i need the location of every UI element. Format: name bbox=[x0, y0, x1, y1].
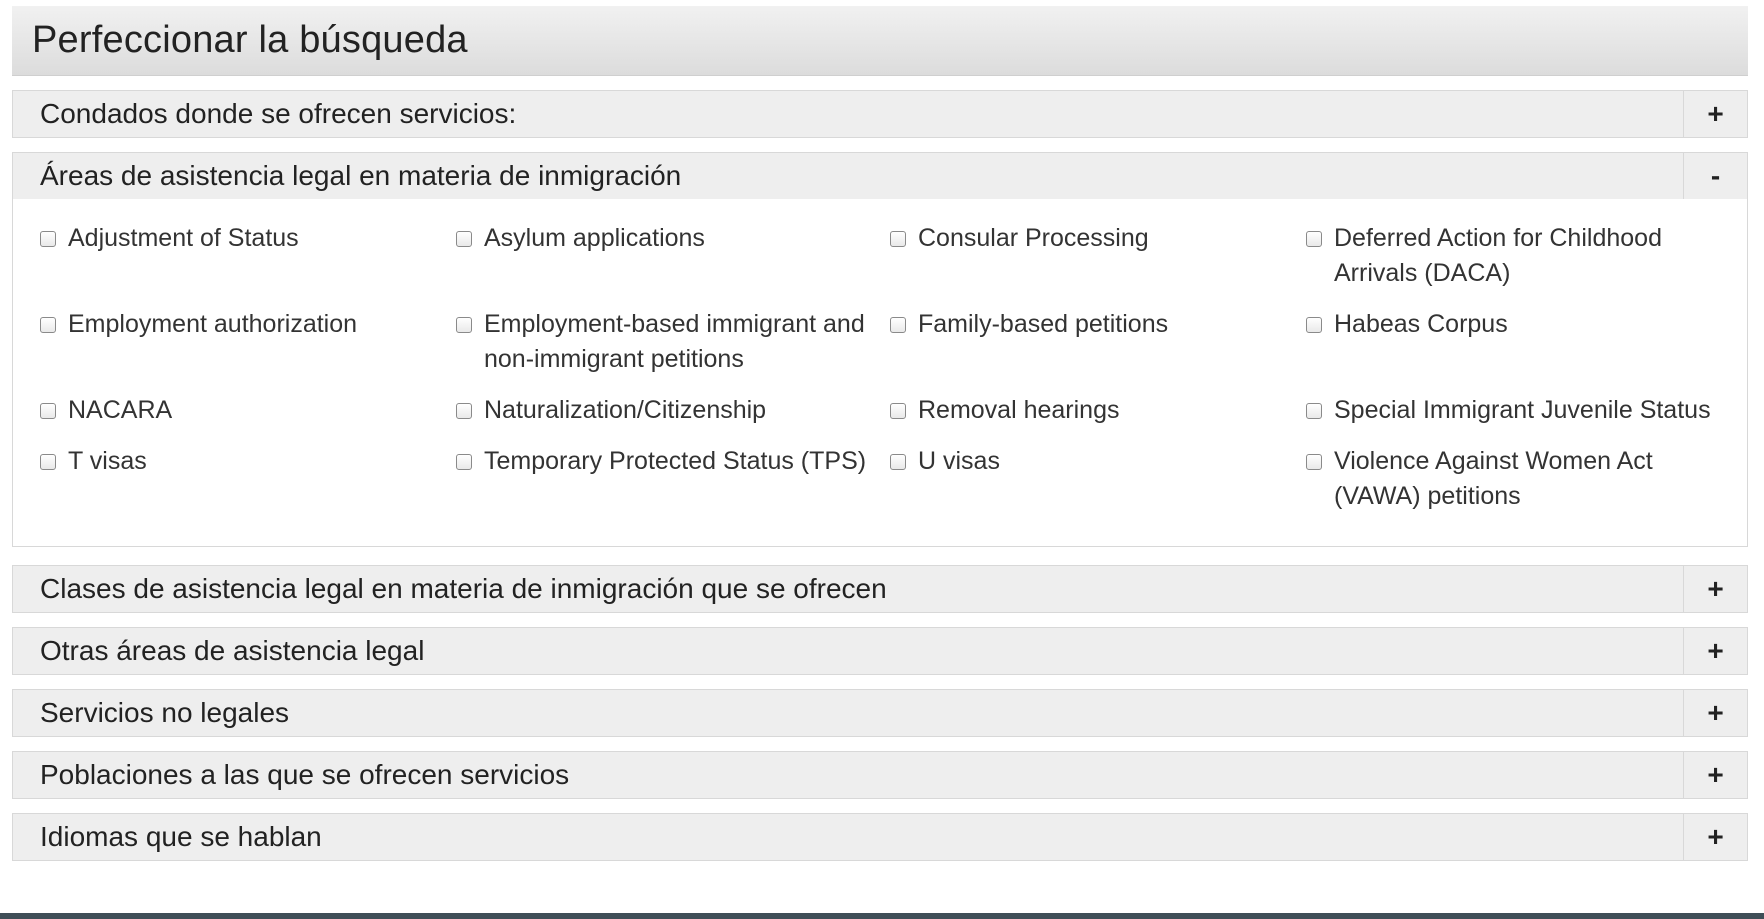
checkbox[interactable] bbox=[1306, 231, 1322, 247]
section-title: Servicios no legales bbox=[40, 697, 290, 728]
option-employment-authorization[interactable] bbox=[40, 307, 456, 377]
section-title: Condados donde se ofrecen servicios: bbox=[40, 98, 517, 129]
section-counties-header[interactable] bbox=[13, 91, 1747, 137]
option-label: Consular Processing bbox=[918, 224, 1149, 252]
option-naturalization-citizenship[interactable] bbox=[456, 393, 890, 428]
option-label: Employment authorization bbox=[68, 310, 358, 338]
option-u-visas[interactable] bbox=[890, 444, 1306, 514]
refine-search-header bbox=[12, 6, 1748, 76]
checkbox[interactable] bbox=[1306, 454, 1322, 470]
option-label: Violence Against Women Act (VAWA) petitions bbox=[1334, 447, 1653, 510]
option-t-visas[interactable] bbox=[40, 444, 456, 514]
section-immigration-areas-body bbox=[13, 199, 1747, 546]
option-employment-based-petitions[interactable] bbox=[456, 307, 890, 377]
expand-button[interactable]: + bbox=[1683, 628, 1747, 674]
section-languages-spoken bbox=[12, 813, 1748, 861]
checkbox[interactable] bbox=[40, 231, 56, 247]
section-populations-served-header[interactable] bbox=[13, 752, 1747, 798]
section-title: Áreas de asistencia legal en materia de inmigración bbox=[40, 160, 682, 191]
expand-button[interactable]: + bbox=[1683, 566, 1747, 612]
section-immigration-areas bbox=[12, 152, 1748, 547]
section-populations-served bbox=[12, 751, 1748, 799]
checkbox[interactable] bbox=[1306, 317, 1322, 333]
section-languages-spoken-header[interactable] bbox=[13, 814, 1747, 860]
checkbox[interactable] bbox=[890, 231, 906, 247]
option-label: Special Immigrant Juvenile Status bbox=[1334, 396, 1711, 424]
section-title: Clases de asistencia legal en materia de inmigración que se ofrecen bbox=[40, 573, 887, 604]
option-label: Habeas Corpus bbox=[1334, 310, 1508, 338]
option-tps[interactable] bbox=[456, 444, 890, 514]
option-label: T visas bbox=[68, 447, 147, 475]
expand-button[interactable]: + bbox=[1683, 91, 1747, 137]
option-label: Asylum applications bbox=[484, 224, 705, 252]
option-label: U visas bbox=[918, 447, 1000, 475]
option-label: NACARA bbox=[68, 396, 173, 424]
options-grid bbox=[40, 221, 1747, 514]
checkbox[interactable] bbox=[890, 403, 906, 419]
option-removal-hearings[interactable] bbox=[890, 393, 1306, 428]
section-immigration-assistance-types-header[interactable] bbox=[13, 566, 1747, 612]
option-asylum-applications[interactable] bbox=[456, 221, 890, 291]
page-bottom-bar bbox=[0, 913, 1764, 919]
option-label: Employment-based immigrant and non-immigrant petitions bbox=[484, 310, 865, 373]
section-counties bbox=[12, 90, 1748, 138]
option-label: Naturalization/Citizenship bbox=[484, 396, 767, 424]
checkbox[interactable] bbox=[456, 454, 472, 470]
section-other-legal-areas bbox=[12, 627, 1748, 675]
checkbox[interactable] bbox=[890, 317, 906, 333]
expand-button[interactable]: + bbox=[1683, 690, 1747, 736]
option-consular-processing[interactable] bbox=[890, 221, 1306, 291]
option-adjustment-of-status[interactable] bbox=[40, 221, 456, 291]
checkbox[interactable] bbox=[40, 454, 56, 470]
page-title: Perfeccionar la búsqueda bbox=[32, 19, 468, 61]
checkbox[interactable] bbox=[890, 454, 906, 470]
option-label: Deferred Action for Childhood Arrivals (DACA) bbox=[1334, 224, 1662, 287]
option-habeas-corpus[interactable] bbox=[1306, 307, 1746, 377]
section-non-legal-services bbox=[12, 689, 1748, 737]
section-title: Poblaciones a las que se ofrecen servicios bbox=[40, 759, 570, 790]
section-title: Otras áreas de asistencia legal bbox=[40, 635, 425, 666]
section-other-legal-areas-header[interactable] bbox=[13, 628, 1747, 674]
option-label: Adjustment of Status bbox=[68, 224, 299, 252]
section-title: Idiomas que se hablan bbox=[40, 821, 322, 852]
section-immigration-areas-header[interactable] bbox=[13, 153, 1747, 199]
expand-button[interactable]: + bbox=[1683, 752, 1747, 798]
option-label: Family-based petitions bbox=[918, 310, 1169, 338]
option-nacara[interactable] bbox=[40, 393, 456, 428]
section-immigration-assistance-types bbox=[12, 565, 1748, 613]
checkbox[interactable] bbox=[456, 231, 472, 247]
collapse-button[interactable]: - bbox=[1683, 153, 1747, 199]
refine-search-panel bbox=[12, 6, 1748, 861]
expand-button[interactable]: + bbox=[1683, 814, 1747, 860]
checkbox[interactable] bbox=[40, 317, 56, 333]
checkbox[interactable] bbox=[456, 403, 472, 419]
option-label: Removal hearings bbox=[918, 396, 1120, 424]
option-label: Temporary Protected Status (TPS) bbox=[484, 447, 867, 475]
option-family-based-petitions[interactable] bbox=[890, 307, 1306, 377]
option-daca[interactable] bbox=[1306, 221, 1746, 291]
section-non-legal-services-header[interactable] bbox=[13, 690, 1747, 736]
option-special-immigrant-juvenile-status[interactable] bbox=[1306, 393, 1746, 428]
checkbox[interactable] bbox=[456, 317, 472, 333]
option-vawa-petitions[interactable] bbox=[1306, 444, 1746, 514]
checkbox[interactable] bbox=[1306, 403, 1322, 419]
checkbox[interactable] bbox=[40, 403, 56, 419]
